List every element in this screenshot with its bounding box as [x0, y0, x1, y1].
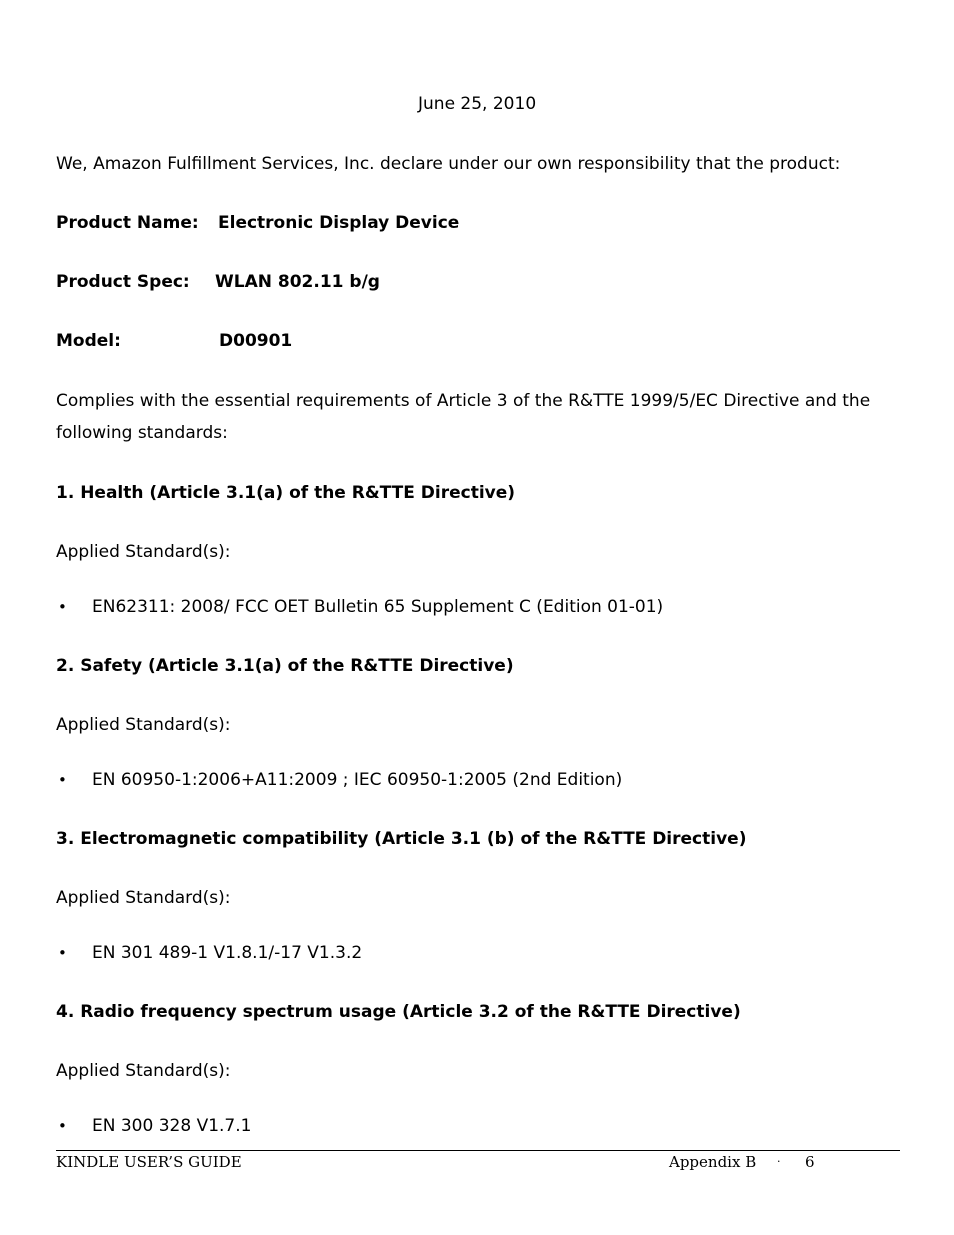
standard-item-health: EN62311: 2008/ FCC OET Bulletin 65 Supplement C (Edition 01-01) [92, 597, 664, 617]
applied-standards-label: Applied Standard(s): [56, 888, 231, 908]
bullet-icon: • [58, 1117, 67, 1135]
product-name-value: Electronic Display Device [218, 213, 460, 233]
bullet-icon: • [58, 944, 67, 962]
applied-standards-label: Applied Standard(s): [56, 1061, 231, 1081]
section-heading-radio: 4. Radio frequency spectrum usage (Article 3.2 of the R&TTE Directive) [56, 1002, 741, 1022]
applied-standards-label: Applied Standard(s): [56, 715, 231, 735]
footer-section: Appendix B [669, 1153, 757, 1171]
model-label: Model: [56, 331, 121, 351]
bullet-icon: • [58, 771, 67, 789]
footer-guide-title: KINDLE USER’S GUIDE [56, 1153, 242, 1171]
product-spec-label: Product Spec: [56, 272, 190, 292]
compliance-text-line1: Complies with the essential requirements of Article 3 of the R&TTE 1999/5/EC Directive and the [56, 391, 871, 411]
footer-separator: · [777, 1155, 781, 1168]
standard-item-emc: EN 301 489-1 V1.8.1/-17 V1.3.2 [92, 943, 363, 963]
standard-item-safety: EN 60950-1:2006+A11:2009 ; IEC 60950-1:2005 (2nd Edition) [92, 770, 623, 790]
section-heading-health: 1. Health (Article 3.1(a) of the R&TTE Directive) [56, 483, 516, 503]
section-heading-safety: 2. Safety (Article 3.1(a) of the R&TTE Directive) [56, 656, 514, 676]
bullet-icon: • [58, 598, 67, 616]
product-spec-value: WLAN 802.11 b/g [215, 272, 380, 292]
section-heading-emc: 3. Electromagnetic compatibility (Article 3.1 (b) of the R&TTE Directive) [56, 829, 747, 849]
standard-item-radio: EN 300 328 V1.7.1 [92, 1116, 252, 1136]
document-date: June 25, 2010 [418, 94, 537, 114]
footer-divider [56, 1150, 900, 1151]
declaration-text: We, Amazon Fulfillment Services, Inc. declare under our own responsibility that the product: [56, 154, 841, 174]
footer-page-number: 6 [805, 1153, 815, 1171]
compliance-text-line2: following standards: [56, 423, 228, 443]
model-value: D00901 [219, 331, 293, 351]
product-name-label: Product Name: [56, 213, 199, 233]
applied-standards-label: Applied Standard(s): [56, 542, 231, 562]
